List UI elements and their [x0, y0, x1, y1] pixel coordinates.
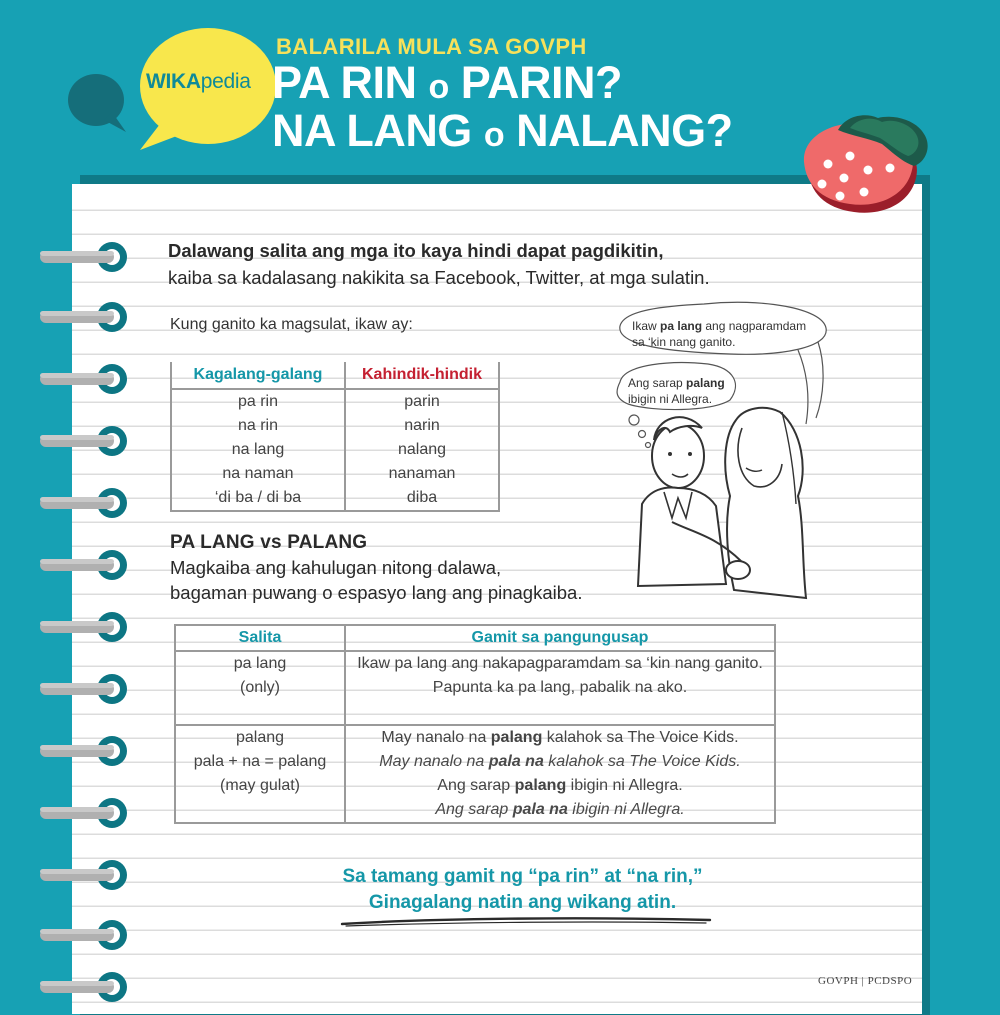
- lead-text: Kung ganito ka magsulat, ikaw ay:: [170, 316, 413, 333]
- girl-speech-a: Ikaw: [632, 319, 661, 333]
- table-row: [175, 750, 775, 774]
- header-kagalang-galang: Kagalang-galang: [171, 362, 345, 389]
- title-1b: PARIN?: [448, 57, 622, 108]
- usage-emphasis: pala na: [488, 753, 544, 770]
- title-2a: NA LANG: [272, 105, 484, 156]
- table-row: [175, 700, 775, 725]
- wikapedia-logo: [146, 70, 266, 94]
- usage-table: [174, 624, 776, 824]
- closing-line-2: [0, 892, 1000, 914]
- speech-bubble-dark-icon: [66, 72, 130, 134]
- closing-text-1: Sa tamang gamit ng “pa rin” at “na rin,”: [342, 866, 703, 887]
- table-row: [175, 774, 775, 798]
- table-row: [171, 486, 499, 511]
- table-row: [175, 725, 775, 750]
- wrong-form: narin: [404, 417, 440, 434]
- section-line-1: Magkaiba ang kahulugan nitong dalawa,: [170, 557, 502, 578]
- table-row: [175, 651, 775, 676]
- title-2b: NALANG?: [504, 105, 733, 156]
- girl-speech-c: ang nagparamdam: [702, 319, 807, 333]
- usage-cell: [345, 750, 775, 774]
- spiral-ring-icon: [40, 672, 132, 706]
- word-cell: palang: [175, 725, 345, 750]
- strawberry-eraser-icon: [798, 112, 934, 224]
- header-salita: Salita: [175, 625, 345, 651]
- title-1a: PA RIN: [272, 57, 429, 108]
- word-cell-empty: [175, 798, 345, 823]
- spiral-ring-icon: [40, 734, 132, 768]
- table-row: [175, 798, 775, 823]
- section-heading: PA LANG vs PALANG: [170, 532, 368, 553]
- correct-form: na rin: [171, 414, 345, 438]
- wrong-form: nanaman: [388, 465, 456, 482]
- closing-line-1: [0, 866, 1000, 888]
- spiral-ring-icon: [40, 918, 132, 952]
- usage-cell: [345, 798, 775, 823]
- wrong-form: nalang: [397, 441, 447, 458]
- usage-text: ibigin ni Allegra.: [567, 801, 685, 818]
- girl-speech-d: sa ‘kin nang ganito.: [632, 335, 736, 350]
- closing-text-2: Ginagalang natin ang wikang atin.: [368, 892, 677, 913]
- girl-speech-bubble: [632, 318, 806, 350]
- header-kahindik-hindik: Kahindik-hindik: [362, 366, 482, 383]
- spiral-ring-icon: [40, 424, 132, 458]
- usage-cell: Papunta ka pa lang, pabalik na ako.: [432, 679, 688, 696]
- table-row: [171, 462, 499, 486]
- correct-form: ‘di ba / di ba: [171, 486, 345, 511]
- usage-cell: [345, 725, 775, 750]
- correct-form: na naman: [171, 462, 345, 486]
- word-cell: (may gulat): [175, 774, 345, 798]
- table-row: [171, 438, 499, 462]
- boy-speech-a: Ang sarap: [628, 376, 687, 390]
- usage-text: ibigin ni Allegra.: [566, 777, 683, 794]
- usage-cell-empty: [345, 700, 775, 725]
- correct-form: na lang: [171, 438, 345, 462]
- usage-emphasis: palang: [490, 729, 543, 746]
- correct-form: pa rin: [171, 389, 345, 414]
- boy-speech-c: ibigin ni Allegra.: [628, 392, 713, 407]
- title-1o: o: [428, 68, 449, 106]
- spiral-ring-icon: [40, 240, 132, 274]
- word-cell-empty: [175, 700, 345, 725]
- wrong-form: parin: [404, 393, 440, 410]
- spiral-ring-icon: [40, 796, 132, 830]
- spiral-ring-icon: [40, 486, 132, 520]
- usage-text: Ang sarap: [437, 777, 515, 794]
- table-row: [171, 389, 499, 414]
- intro-line-2: kaiba sa kadalasang nakikita sa Facebook, Twitter, at mga sulatin.: [168, 267, 710, 288]
- polite-vs-awful-table: [170, 362, 500, 512]
- word-cell: pala + na = palang: [175, 750, 345, 774]
- logo-rest: pedia: [200, 70, 251, 93]
- word-cell: (only): [175, 676, 345, 700]
- table-header-row: [175, 625, 775, 651]
- title-2o: o: [483, 116, 505, 154]
- usage-text: kalahok sa The Voice Kids.: [542, 729, 739, 746]
- usage-text: May nanalo na: [379, 753, 489, 770]
- girl-speech-b: pa lang: [660, 319, 703, 333]
- spiral-ring-icon: [40, 548, 132, 582]
- brush-underline-icon: [340, 914, 712, 930]
- table-header-row: [171, 362, 499, 389]
- table-row: [175, 676, 775, 700]
- spiral-ring-icon: [40, 300, 132, 334]
- usage-text: May nanalo na: [381, 729, 491, 746]
- wrong-form: diba: [406, 489, 438, 506]
- section-line-2: bagaman puwang o espasyo lang ang pinagkaiba.: [170, 582, 583, 603]
- header-gamit: Gamit sa pangungusap: [471, 629, 649, 646]
- logo-bold: WIKA: [146, 70, 201, 93]
- boy-speech-b: palang: [686, 376, 725, 390]
- spiral-ring-icon: [40, 362, 132, 396]
- word-cell: pa lang: [175, 651, 345, 676]
- title-line-1: [272, 57, 622, 108]
- spiral-ring-icon: [40, 610, 132, 644]
- usage-text: kalahok sa The Voice Kids.: [543, 753, 741, 770]
- usage-emphasis: pala na: [512, 801, 568, 818]
- boy-thought-bubble: [628, 375, 725, 407]
- title-line-2: [272, 105, 733, 156]
- usage-text: Ang sarap: [435, 801, 513, 818]
- credit-text: GOVPH | PCDSPO: [818, 975, 913, 987]
- usage-cell: [345, 774, 775, 798]
- table-row: [171, 414, 499, 438]
- usage-emphasis: palang: [514, 777, 567, 794]
- usage-cell: Ikaw pa lang ang nakapagparamdam sa ‘kin nang ganito.: [357, 655, 763, 672]
- intro-line-1: Dalawang salita ang mga ito kaya hindi dapat pagdikitin,: [168, 240, 664, 261]
- spiral-ring-icon: [40, 970, 132, 1004]
- kicker-text: BALARILA MULA SA GOVPH: [276, 34, 587, 59]
